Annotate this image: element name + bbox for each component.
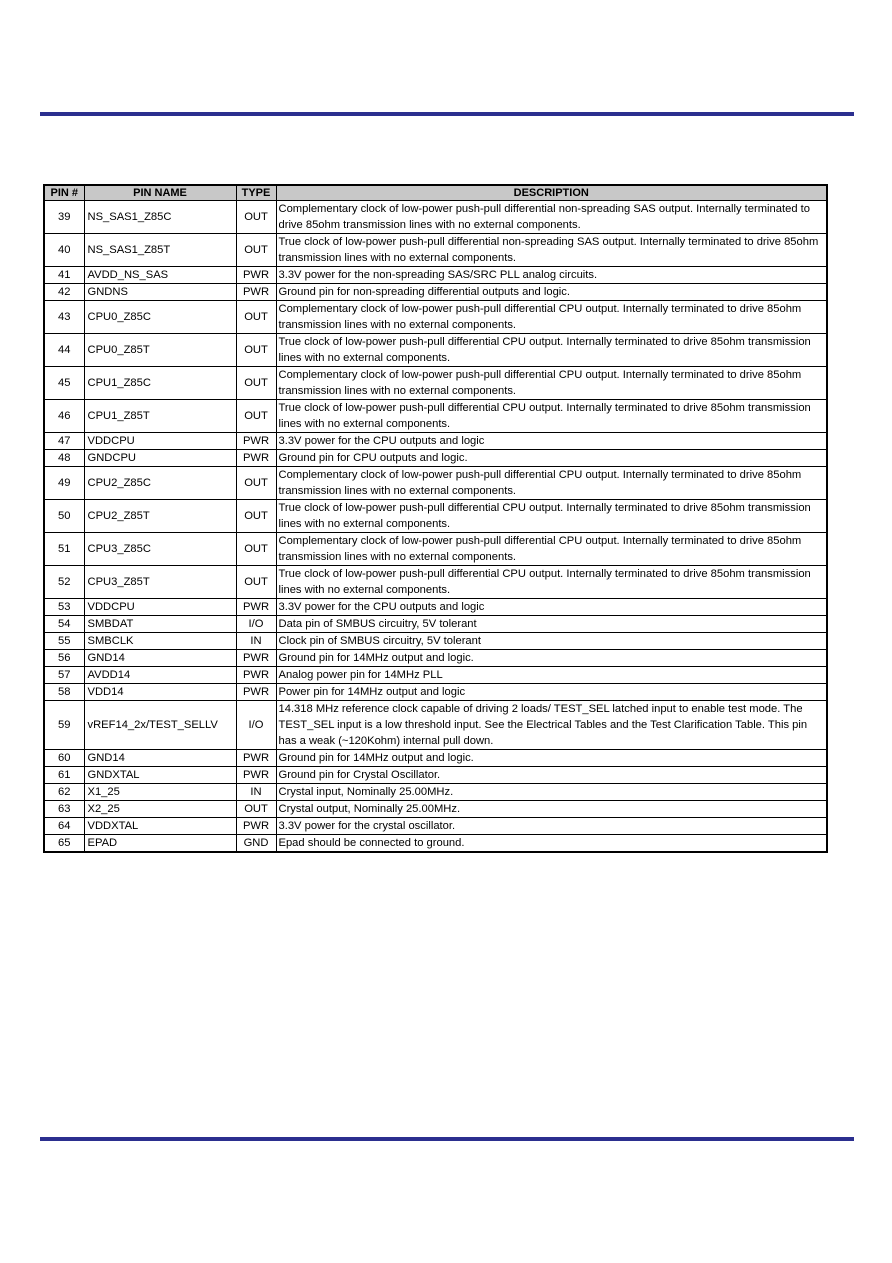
pin-type-cell: GND: [236, 835, 276, 853]
pin-number-cell: 54: [44, 616, 84, 633]
table-row: [44, 684, 827, 701]
pin-number-cell: 57: [44, 667, 84, 684]
pin-type-cell: PWR: [236, 599, 276, 616]
pin-description-cell: Ground pin for 14MHz output and logic.: [276, 750, 827, 767]
table-row: [44, 801, 827, 818]
pin-type-cell: PWR: [236, 684, 276, 701]
pin-number-cell: 56: [44, 650, 84, 667]
pin-number-cell: 51: [44, 533, 84, 566]
pin-name-cell: X2_25: [84, 801, 236, 818]
pin-description-cell: Complementary clock of low-power push-pull differential CPU output. Internally terminated to drive 85ohm transmission lines with no external components.: [276, 533, 827, 566]
pin-description-cell: 3.3V power for the crystal oscillator.: [276, 818, 827, 835]
pin-description-cell: True clock of low-power push-pull differential CPU output. Internally terminated to drive 85ohm transmission lines with no external components.: [276, 400, 827, 433]
pin-type-cell: OUT: [236, 334, 276, 367]
pin-name-cell: CPU1_Z85T: [84, 400, 236, 433]
pin-name-cell: CPU3_Z85T: [84, 566, 236, 599]
pin-description-cell: Power pin for 14MHz output and logic: [276, 684, 827, 701]
pin-type-cell: OUT: [236, 467, 276, 500]
pin-name-cell: AVDD14: [84, 667, 236, 684]
pin-type-cell: OUT: [236, 566, 276, 599]
pin-type-cell: OUT: [236, 400, 276, 433]
table-row: [44, 650, 827, 667]
table-row: [44, 633, 827, 650]
pin-description-cell: 14.318 MHz reference clock capable of driving 2 loads/ TEST_SEL latched input to enable test mode. The TEST_SEL input is a low threshold input. See the Electrical Tables and the Test Clarification Table. This pin has a weak (~120Kohm) internal pull down.: [276, 701, 827, 750]
pin-description-cell: Complementary clock of low-power push-pull differential CPU output. Internally terminated to drive 85ohm transmission lines with no external components.: [276, 467, 827, 500]
pin-name-cell: CPU0_Z85C: [84, 301, 236, 334]
pin-type-cell: OUT: [236, 301, 276, 334]
pin-number-cell: 42: [44, 284, 84, 301]
pin-description-cell: Data pin of SMBUS circuitry, 5V tolerant: [276, 616, 827, 633]
pin-type-cell: PWR: [236, 650, 276, 667]
pin-description-cell: 3.3V power for the CPU outputs and logic: [276, 433, 827, 450]
pin-name-cell: AVDD_NS_SAS: [84, 267, 236, 284]
table-row: [44, 533, 827, 566]
pin-type-cell: IN: [236, 633, 276, 650]
pin-number-cell: 55: [44, 633, 84, 650]
pin-number-cell: 43: [44, 301, 84, 334]
pin-type-cell: PWR: [236, 433, 276, 450]
table-row: [44, 767, 827, 784]
pin-name-cell: GND14: [84, 750, 236, 767]
pin-description-cell: Ground pin for CPU outputs and logic.: [276, 450, 827, 467]
pin-type-cell: OUT: [236, 367, 276, 400]
pin-type-cell: PWR: [236, 450, 276, 467]
pin-type-cell: OUT: [236, 234, 276, 267]
pin-name-cell: NS_SAS1_Z85T: [84, 234, 236, 267]
pin-type-cell: IN: [236, 784, 276, 801]
table-body: [44, 201, 827, 853]
header-description: DESCRIPTION: [276, 185, 827, 201]
table-row: [44, 267, 827, 284]
table-row: [44, 599, 827, 616]
pin-name-cell: CPU2_Z85T: [84, 500, 236, 533]
pin-number-cell: 41: [44, 267, 84, 284]
header-pin-number: PIN #: [44, 185, 84, 201]
pin-number-cell: 63: [44, 801, 84, 818]
table-row: [44, 500, 827, 533]
table-row: [44, 784, 827, 801]
pin-type-cell: PWR: [236, 667, 276, 684]
pin-type-cell: PWR: [236, 267, 276, 284]
pin-number-cell: 40: [44, 234, 84, 267]
pin-number-cell: 64: [44, 818, 84, 835]
pin-description-cell: Ground pin for 14MHz output and logic.: [276, 650, 827, 667]
header-pin-name: PIN NAME: [84, 185, 236, 201]
pin-name-cell: VDDCPU: [84, 433, 236, 450]
header-rule: [40, 112, 854, 116]
table-row: [44, 450, 827, 467]
pin-number-cell: 62: [44, 784, 84, 801]
pin-name-cell: VDDXTAL: [84, 818, 236, 835]
pin-type-cell: OUT: [236, 801, 276, 818]
table-row: [44, 566, 827, 599]
table-header-row: [44, 185, 827, 201]
pin-type-cell: PWR: [236, 750, 276, 767]
pin-name-cell: EPAD: [84, 835, 236, 853]
pin-name-cell: CPU2_Z85C: [84, 467, 236, 500]
table-row: [44, 750, 827, 767]
table-row: [44, 334, 827, 367]
pin-number-cell: 49: [44, 467, 84, 500]
pin-type-cell: OUT: [236, 533, 276, 566]
pin-name-cell: NS_SAS1_Z85C: [84, 201, 236, 234]
pin-number-cell: 53: [44, 599, 84, 616]
header-type: TYPE: [236, 185, 276, 201]
pin-type-cell: I/O: [236, 616, 276, 633]
pin-description-cell: Clock pin of SMBUS circuitry, 5V tolerant: [276, 633, 827, 650]
pin-description-cell: Ground pin for non-spreading differential outputs and logic.: [276, 284, 827, 301]
pin-type-cell: PWR: [236, 767, 276, 784]
pin-number-cell: 52: [44, 566, 84, 599]
table-row: [44, 367, 827, 400]
pin-description-table: [43, 184, 828, 853]
pin-name-cell: VDDCPU: [84, 599, 236, 616]
pin-type-cell: PWR: [236, 818, 276, 835]
pin-description-cell: True clock of low-power push-pull differential CPU output. Internally terminated to drive 85ohm transmission lines with no external components.: [276, 500, 827, 533]
table-row: [44, 701, 827, 750]
pin-number-cell: 48: [44, 450, 84, 467]
table-row: [44, 433, 827, 450]
pin-description-cell: Complementary clock of low-power push-pull differential non-spreading SAS output. Internally terminated to drive 85ohm transmission lines with no external components.: [276, 201, 827, 234]
pin-type-cell: I/O: [236, 701, 276, 750]
pin-number-cell: 58: [44, 684, 84, 701]
pin-name-cell: GNDCPU: [84, 450, 236, 467]
pin-description-cell: 3.3V power for the CPU outputs and logic: [276, 599, 827, 616]
footer-rule: [40, 1137, 854, 1141]
pin-number-cell: 46: [44, 400, 84, 433]
pin-name-cell: GNDNS: [84, 284, 236, 301]
pin-number-cell: 45: [44, 367, 84, 400]
pin-number-cell: 47: [44, 433, 84, 450]
pin-name-cell: CPU0_Z85T: [84, 334, 236, 367]
pin-type-cell: PWR: [236, 284, 276, 301]
pin-number-cell: 61: [44, 767, 84, 784]
pin-name-cell: CPU3_Z85C: [84, 533, 236, 566]
pin-number-cell: 50: [44, 500, 84, 533]
pin-description-cell: True clock of low-power push-pull differential CPU output. Internally terminated to drive 85ohm transmission lines with no external components.: [276, 334, 827, 367]
pin-type-cell: OUT: [236, 201, 276, 234]
pin-description-cell: Analog power pin for 14MHz PLL: [276, 667, 827, 684]
pin-name-cell: GNDXTAL: [84, 767, 236, 784]
table-row: [44, 400, 827, 433]
pin-name-cell: X1_25: [84, 784, 236, 801]
pin-description-cell: 3.3V power for the non-spreading SAS/SRC PLL analog circuits.: [276, 267, 827, 284]
table-row: [44, 835, 827, 853]
pin-name-cell: vREF14_2x/TEST_SELLV: [84, 701, 236, 750]
pin-type-cell: OUT: [236, 500, 276, 533]
pin-name-cell: GND14: [84, 650, 236, 667]
pin-description-cell: Complementary clock of low-power push-pull differential CPU output. Internally terminated to drive 85ohm transmission lines with no external components.: [276, 301, 827, 334]
table-row: [44, 201, 827, 234]
table-row: [44, 616, 827, 633]
pin-number-cell: 44: [44, 334, 84, 367]
table-row: [44, 667, 827, 684]
pin-number-cell: 39: [44, 201, 84, 234]
pin-name-cell: CPU1_Z85C: [84, 367, 236, 400]
table-row: [44, 818, 827, 835]
table-row: [44, 301, 827, 334]
pin-number-cell: 59: [44, 701, 84, 750]
pin-description-cell: Crystal output, Nominally 25.00MHz.: [276, 801, 827, 818]
pin-description-cell: True clock of low-power push-pull differential non-spreading SAS output. Internally terminated to drive 85ohm transmission lines with no external components.: [276, 234, 827, 267]
pin-description-cell: Complementary clock of low-power push-pull differential CPU output. Internally terminated to drive 85ohm transmission lines with no external components.: [276, 367, 827, 400]
pin-description-cell: Ground pin for Crystal Oscillator.: [276, 767, 827, 784]
table-row: [44, 284, 827, 301]
table-row: [44, 234, 827, 267]
pin-number-cell: 60: [44, 750, 84, 767]
pin-number-cell: 65: [44, 835, 84, 853]
pin-name-cell: VDD14: [84, 684, 236, 701]
pin-description-cell: True clock of low-power push-pull differential CPU output. Internally terminated to drive 85ohm transmission lines with no external components.: [276, 566, 827, 599]
pin-description-cell: Epad should be connected to ground.: [276, 835, 827, 853]
pin-description-cell: Crystal input, Nominally 25.00MHz.: [276, 784, 827, 801]
pin-name-cell: SMBCLK: [84, 633, 236, 650]
table-row: [44, 467, 827, 500]
pin-name-cell: SMBDAT: [84, 616, 236, 633]
